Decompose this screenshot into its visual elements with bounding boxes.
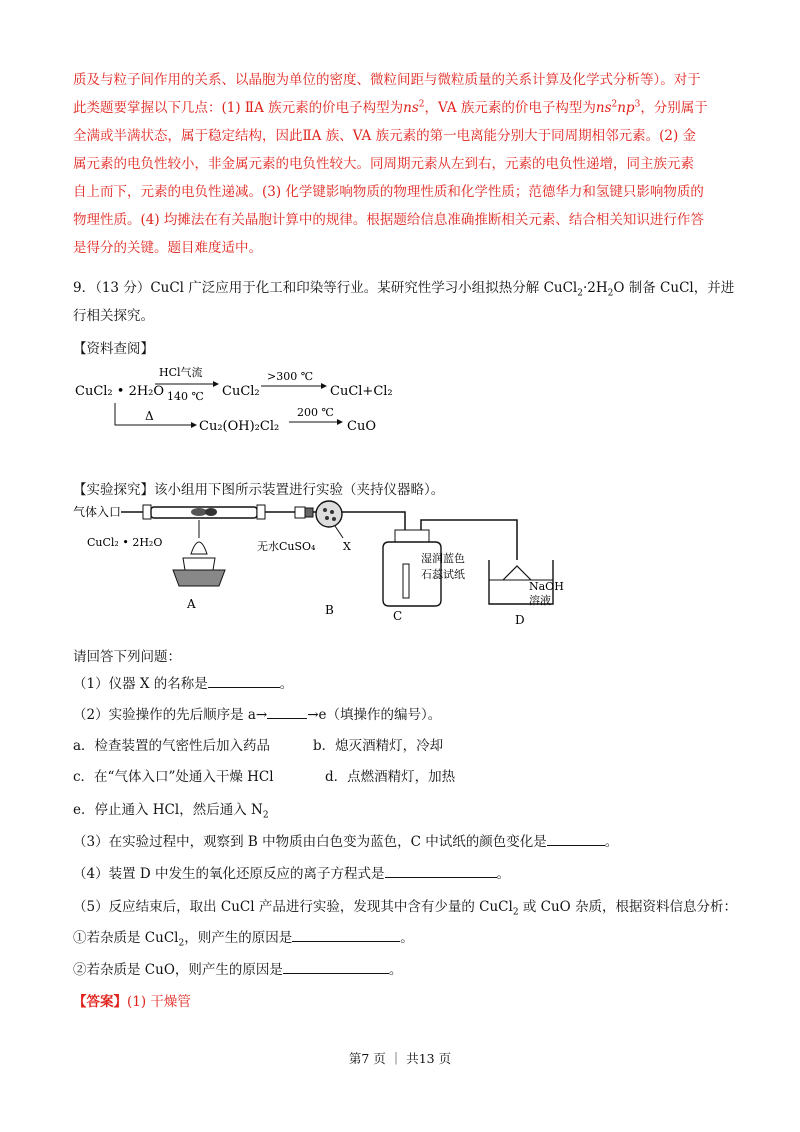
analysis-line: 物理性质。(4) 均摊法在有关晶胞计算中的规律。根据题给信息准确推断相关元素、结合相关知识进行作答: [73, 212, 704, 228]
scheme-arrowhead-4: [337, 419, 343, 425]
label-a: A: [187, 597, 196, 611]
sub-question-4: （4）装置 D 中发生的氧化还原反应的离子方程式是 。: [73, 866, 510, 882]
analysis-line: 是得分的关键。题目难度适中。: [73, 240, 262, 256]
litmus-label-1: 湿润蓝色: [421, 552, 465, 565]
answer-blank[interactable]: [547, 833, 605, 846]
scheme-product-2: CuCl+Cl₂: [330, 384, 393, 399]
answer-line: [73, 990, 191, 1010]
answer-blank[interactable]: [283, 961, 389, 974]
option-c: c．在“气体入口”处通入干燥 HCl: [73, 769, 274, 785]
answer-blank[interactable]: [267, 706, 307, 719]
question-stem-cont: 行相关探究。: [73, 308, 154, 324]
x-pointer: [335, 526, 343, 538]
stopper-right: [257, 505, 265, 519]
option-d: d．点燃酒精灯，加热: [325, 769, 456, 785]
apparatus-diagram: [73, 500, 603, 628]
option-e: e．停止通入 HCl，然后通入 $N_2$: [73, 802, 269, 821]
analysis-line: 质及与粒子间作用的关系、以晶胞为单位的密度、微粒间距与微粒质量的关系计算及化学式分析等）。对于: [73, 72, 701, 88]
scheme-cond-bottom: 140 ℃: [167, 390, 204, 403]
label-c: C: [393, 609, 403, 623]
x-label: X: [343, 540, 351, 553]
option-a: a．检查装置的气密性后加入药品: [73, 738, 271, 754]
answer-blank[interactable]: [208, 675, 280, 688]
bottle-c-stopper: [395, 530, 429, 542]
question-stem: 9．（13 分）CuCl 广泛应用于化工和印染等行业。某研究性学习小组拟热分解 $CuCl_2\cdot 2H_2O$ 制备 CuCl，并进: [73, 280, 735, 299]
analysis-line: 此类题要掌握以下几点：(1) ⅡA 族元素的价电子构型为$ns^2$，VA 族元素的价电子构型为$ns^2np^3$，分别属于: [73, 99, 708, 116]
alcohol-lamp: [173, 570, 225, 586]
sub-question-3: （3）在实验过程中，观察到 B 中物质由白色变为蓝色，C 中试纸的颜色变化是 。: [73, 834, 619, 850]
option-b: b．熄灭酒精灯，冷却: [313, 738, 444, 754]
answer-tag: 【答案】: [73, 994, 127, 1010]
sample-solid: [205, 508, 217, 516]
drying-tube-x: [316, 501, 342, 527]
answer-blank[interactable]: [292, 929, 400, 942]
scheme-reactant: CuCl₂ • 2H₂O: [75, 384, 165, 399]
connector: [295, 507, 305, 518]
litmus-paper: [403, 564, 409, 598]
answer-text: (1) 干燥管: [127, 994, 191, 1010]
analysis-line: 全满或半满状态，属于稳定结构，因此ⅡA 族、VA 族元素的第一电离能分别大于同周期相邻元素。(2) 金: [73, 128, 697, 144]
prompt: 请回答下列问题：: [73, 649, 181, 665]
analysis-line: 属元素的电负性较小，非金属元素的电负性较大。同周期元素从左到右，元素的电负性递增，同主族元素: [73, 156, 694, 172]
scheme-delta: Δ: [145, 409, 154, 423]
sample-solid: [191, 508, 207, 516]
sub-question-5-1: ①若杂质是 CuCl$_2$，则产生的原因是 。: [73, 930, 414, 949]
funnel: [503, 566, 531, 580]
reaction-scheme: [73, 362, 413, 462]
page-footer: 第7 页 ｜ 共13 页: [348, 1051, 452, 1066]
experiment-heading: 【实验探究】该小组用下图所示装置进行实验（夹持仪器略）。: [73, 482, 445, 498]
stopper-left: [143, 505, 151, 519]
reference-heading: 【资料查阅】: [73, 341, 154, 357]
naoh-label-2: 溶液: [529, 594, 551, 607]
burner-neck: [183, 558, 215, 570]
scheme-cond-2: >300 ℃: [267, 370, 314, 383]
scheme-arrowhead-2: [321, 383, 327, 389]
sample-label: CuCl₂ • 2H₂O: [87, 536, 163, 549]
sub-question-2: （2）实验操作的先后顺序是 a→ →e（填操作的编号）。: [73, 707, 442, 723]
scheme-product-1: CuCl₂: [222, 384, 260, 399]
scheme-product-4: CuO: [347, 419, 376, 434]
label-b: B: [325, 603, 334, 617]
litmus-label-2: 石蕊试纸: [421, 568, 465, 581]
label-d: D: [515, 613, 525, 627]
scheme-arrowhead-1: [213, 381, 219, 387]
cuso4-label: 无水CuSO₄: [257, 540, 316, 553]
flame-shape: [191, 542, 207, 554]
sub-question-5-2: ②若杂质是 CuO，则产生的原因是 。: [73, 962, 403, 978]
naoh-label-1: NaOH: [529, 580, 564, 593]
sub-question-5: （5）反应结束后，取出 CuCl 产品进行实验，发现其中含有少量的 CuCl$_2$ 或 CuO 杂质，根据资料信息分析：: [73, 899, 738, 918]
scheme-product-3: Cu₂(OH)₂Cl₂: [199, 419, 280, 434]
scheme-cond-top: HCl气流: [159, 366, 203, 379]
cuso4-plug: [305, 508, 313, 517]
sub-question-1: （1）仪器 X 的名称是 。: [73, 676, 294, 692]
analysis-line: 自上而下，元素的电负性递减。(3) 化学键影响物质的物理性质和化学性质；范德华力和氢键只影响物质的: [73, 184, 704, 200]
scheme-arrowhead-3: [191, 422, 197, 428]
gas-inlet-label: 气体入口: [73, 505, 122, 519]
scheme-cond-3: 200 ℃: [297, 406, 334, 419]
answer-blank[interactable]: [385, 865, 497, 878]
